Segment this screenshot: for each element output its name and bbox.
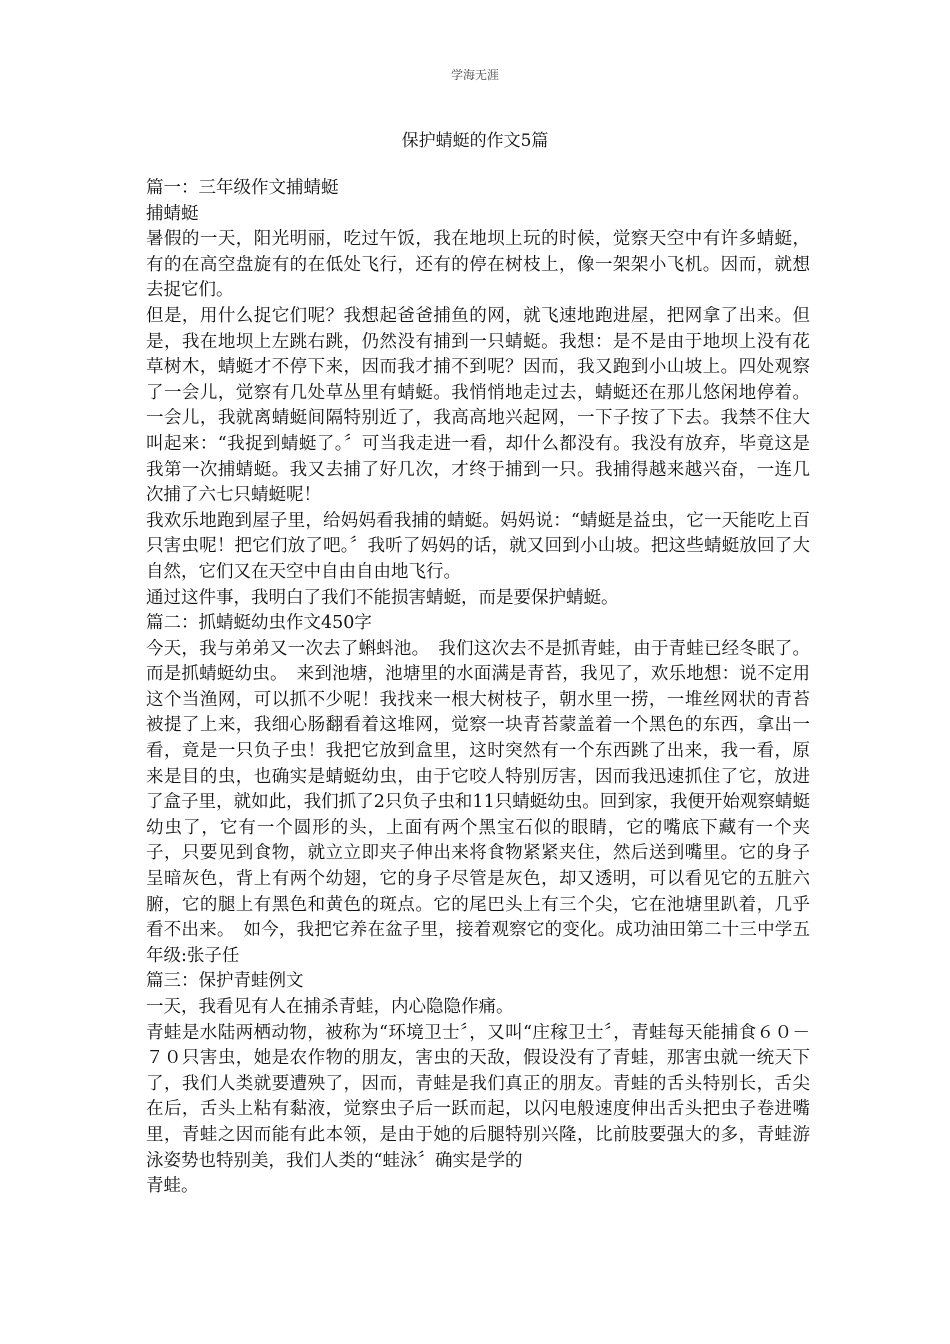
paragraph: 一天，我看见有人在捕杀青蛙，内心隐隐作痛。 [146,997,514,1017]
section-heading-2: 篇二：抓蜻蜓幼虫作文450字 [146,613,372,634]
section-heading-1: 篇一：三年级作文捕蜻蜓 [146,178,339,198]
paragraph: 青蛙是水陆两栖动物，被称为“环境卫士〞，又叫“庄稼卫士〞，青蛙每天能捕食６０－７０只害虫，她是农作物的朋友，害虫的天敌，假设没有了青蛙，那害虫就一统天下了，我们人类就要遭殃了，因而，青蛙是我们真正的朋友。青蛙的舌头特别长，舌尖在后，舌头上粘有黏液，觉察虫子后一跃而起，以闪电般速度伸出舌头把虫子卷进嘴里，青蛙之因而能有此本领，是由于她的后腿特别兴隆，比前肢要强大的多，青蛙游泳姿势也特别美，我们人类的“蛙泳〞确实是学的 [146,1022,810,1171]
document-body [146,176,810,1200]
paragraph: 捕蜻蜓 [146,203,199,224]
page-header: 学海无涯 [450,68,499,82]
paragraph: 暑假的一天，阳光明丽，吃过午饭，我在地坝上玩的时候，觉察天空中有许多蜻蜓，有的在高空盘旋有的在低处飞行，还有的停在树枝上，像一架架小飞机。因而，就想去捉它们。 [146,229,810,301]
paragraph: 我欢乐地跑到屋子里，给妈妈看我捕的蜻蜓。妈妈说：“蜻蜓是益虫，它一天能吃上百只害虫呢！把它们放了吧。〞我听了妈妈的话，就又回到小山坡。把这些蜻蜓放回了大自然，它们又在天空中自由自由地飞行。 [146,510,810,582]
document-title: 保护蜻蜓的作文5篇 [401,131,549,151]
section-heading-3: 篇三：保护青蛙例文 [146,971,304,992]
paragraph: 青蛙。 [146,1176,199,1197]
paragraph: 通过这件事，我明白了我们不能损害蜻蜓，而是要保护蜻蜓。 [146,587,619,608]
paragraph: 但是，用什么捉它们呢？我想起爸爸捕鱼的网，就飞速地跑进屋，把网拿了出来。但是，我在地坝上左跳右跳，仍然没有捕到一只蜻蜓。我想：是不是由于地坝上没有花草树木，蜻蜓才不停下来，因而我才捕不到呢？因而，我又跑到小山坡上。四处观察了一会儿，觉察有几处草丛里有蜻蜓。我悄悄地走过去，蜻蜓还在那儿悠闲地停着。一会儿，我就离蜻蜓间隔特别近了，我高高地兴起网，一下子按了下去。我禁不住大叫起来：“我捉到蜻蜓了。〞可当我走进一看，却什么都没有。我没有放弃，毕竟这是我第一次捕蜻蜓。我又去捕了好几次，才终于捕到一只。我捕得越来越兴奋，一连几次捕了六七只蜻蜓呢！ [146,305,810,506]
paragraph: 今天，我与弟弟又一次去了蝌蚪池。 我们这次去不是抓青蛙，由于青蛙已经冬眠了。而是抓蜻蜓幼虫。 来到池塘，池塘里的水面满是青苔，我见了，欢乐地想：说不定用这个当渔网，可以抓不少呢！我找来一根大树枝子，朝水里一捞，一堆丝网状的青苔被提了上来，我细心肠翻看着这堆网，觉察一块青苔蒙盖着一个黑色的东西，拿出一看，竟是一只负子虫！我把它放到盒里，这时突然有一个东西跳了出来，我一看，原来是目的虫，也确实是蜻蜓幼虫，由于它咬人特别厉害，因而我迅速抓住了它，放进了盒子里，就如此，我们抓了2只负子虫和11只蜻蜓幼虫。回到家，我便开始观察蜻蜓幼虫了，它有一个圆形的头，上面有两个黑宝石似的眼睛，它的嘴底下藏有一个夹子，只要见到食物，就立立即夹子伸出来将食物紧紧夹住，然后送到嘴里。它的身子呈暗灰色，背上有两个幼翅，它的身子尽管是灰色，却又透明，可以看见它的五脏六腑，它的腿上有黑色和黄色的斑点。它的尾巴头上有三个尖，它在池塘里趴着，几乎看不出来。 如今，我把它养在盆子里，接着观察它的变化。成功油田第二十三中学五年级:张子任 [146,638,810,966]
